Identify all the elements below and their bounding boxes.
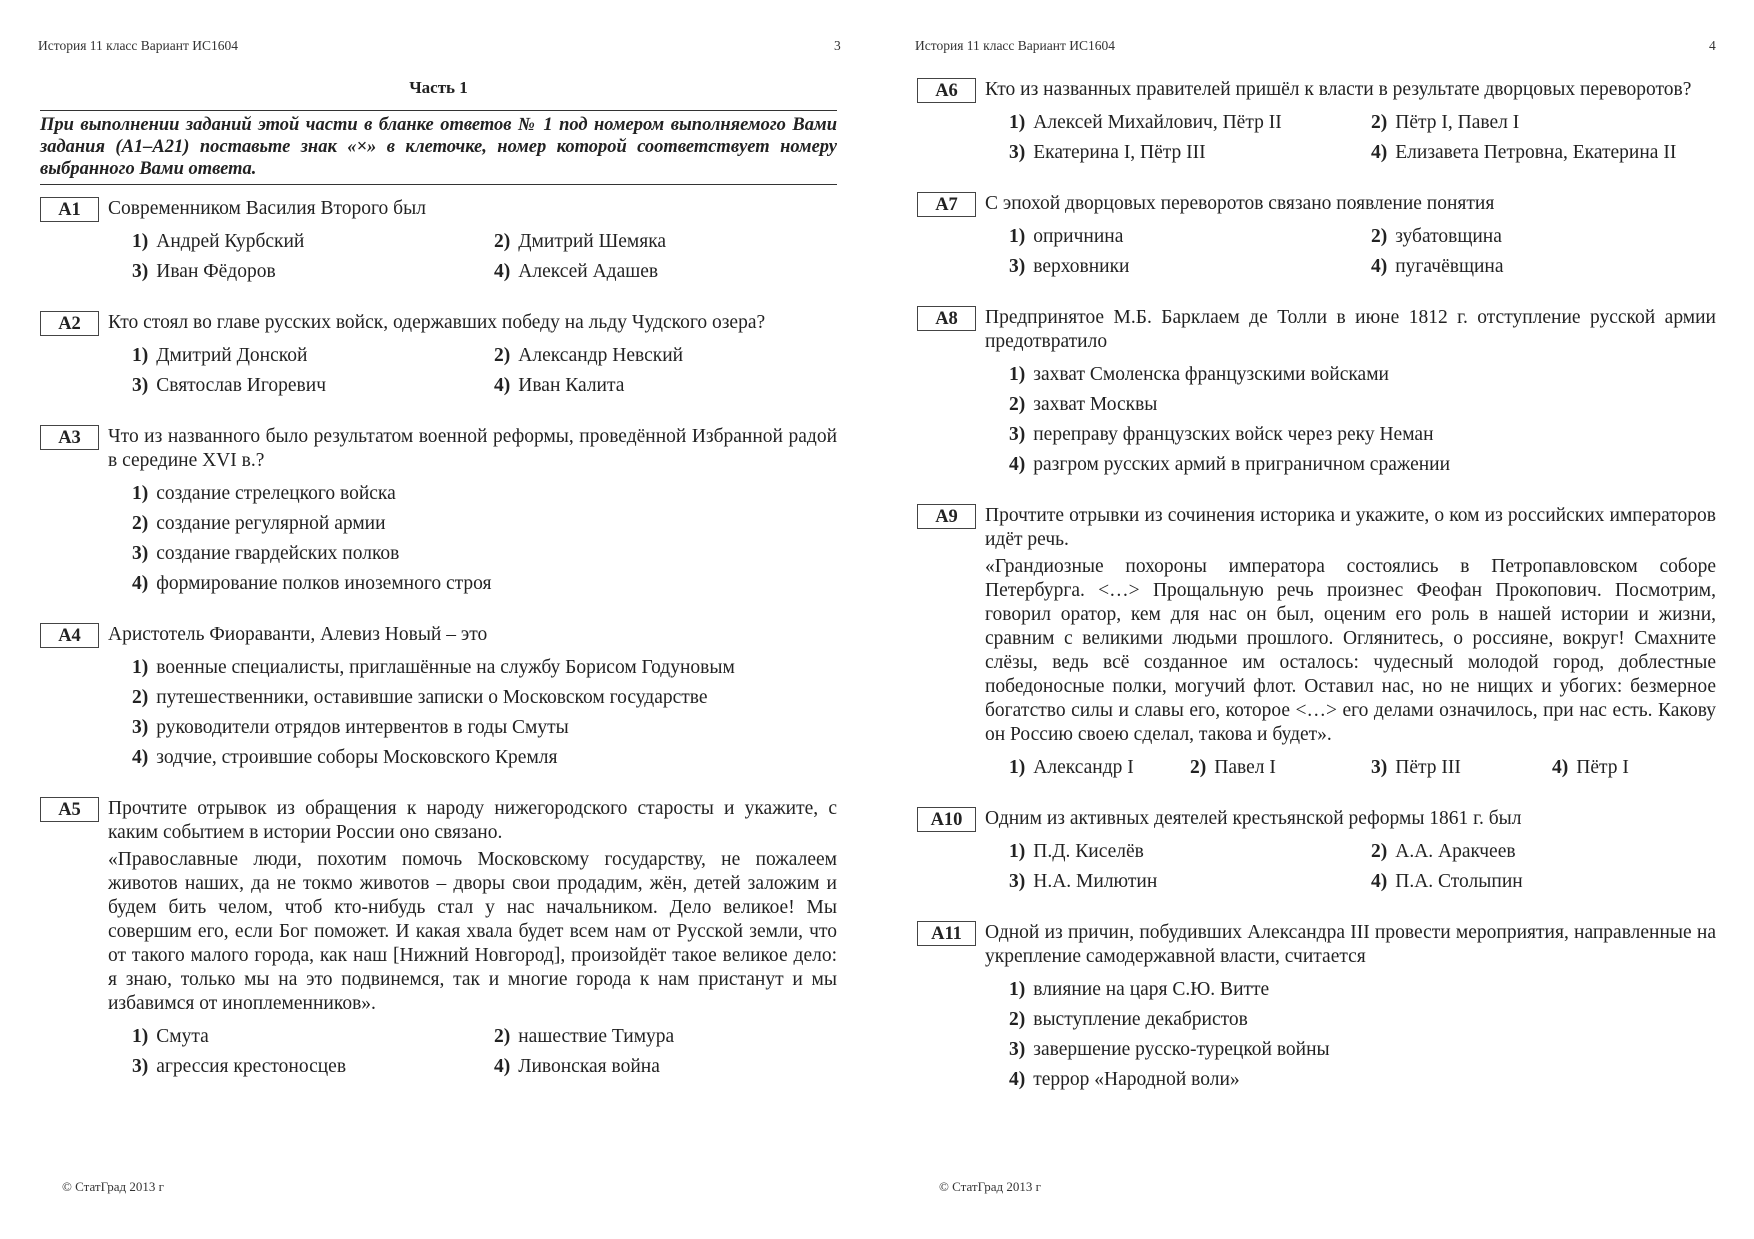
answer-option[interactable] xyxy=(132,743,837,773)
option-text: создание стрелецкого войска xyxy=(156,483,396,504)
option-number: 3) xyxy=(1371,757,1388,778)
option-text: агрессия крестоносцев xyxy=(156,1056,347,1077)
answer-option[interactable] xyxy=(132,1022,494,1052)
answer-option[interactable] xyxy=(1009,252,1371,282)
option-text: нашествие Тимура xyxy=(518,1026,675,1047)
answer-option[interactable] xyxy=(1009,1005,1716,1035)
option-number: 2) xyxy=(1009,1009,1026,1030)
option-number: 1) xyxy=(132,1026,149,1047)
option-number: 2) xyxy=(132,687,149,708)
answer-option[interactable] xyxy=(132,683,837,713)
option-text: Екатерина I, Пётр III xyxy=(1033,142,1206,163)
answer-option[interactable] xyxy=(132,227,494,257)
option-number: 2) xyxy=(494,231,511,252)
answer-options xyxy=(1009,975,1716,1095)
question-text: Современником Василия Второго был xyxy=(108,198,426,219)
answer-options xyxy=(132,227,837,287)
question-number: А1 xyxy=(40,197,99,222)
answer-options xyxy=(132,1022,837,1082)
option-number: 3) xyxy=(1009,424,1026,445)
question-number: А4 xyxy=(40,623,99,648)
option-number: 4) xyxy=(132,573,149,594)
option-number: 3) xyxy=(132,1056,149,1077)
answer-option[interactable] xyxy=(132,257,494,287)
question-text: С эпохой дворцовых переворотов связано появление понятия xyxy=(985,193,1495,214)
option-number: 3) xyxy=(132,543,149,564)
part-title: Часть 1 xyxy=(409,78,468,97)
option-number: 4) xyxy=(494,1056,511,1077)
question-a9 xyxy=(917,504,1716,783)
answer-option[interactable] xyxy=(132,713,837,743)
option-number: 2) xyxy=(1371,112,1388,133)
answer-options xyxy=(1009,360,1716,480)
answer-option[interactable] xyxy=(132,1052,494,1082)
page-header: История 11 класс Вариант ИС1604 xyxy=(915,38,1116,53)
answer-option[interactable] xyxy=(1009,837,1371,867)
answer-option[interactable] xyxy=(132,539,837,569)
question-number: А10 xyxy=(917,807,976,832)
option-text: Александр I xyxy=(1033,757,1134,778)
option-number: 1) xyxy=(1009,226,1026,247)
answer-option[interactable] xyxy=(494,227,837,257)
question-a6 xyxy=(917,78,1716,168)
answer-option[interactable] xyxy=(494,341,837,371)
option-text: П.А. Столыпин xyxy=(1395,871,1523,892)
option-text: верховники xyxy=(1033,256,1130,277)
answer-option[interactable] xyxy=(1371,867,1716,897)
option-number: 4) xyxy=(494,261,511,282)
option-text: создание регулярной армии xyxy=(156,513,386,534)
option-text: Дмитрий Донской xyxy=(156,345,308,366)
answer-options xyxy=(132,479,837,599)
page-4 xyxy=(877,0,1754,1239)
answer-option[interactable] xyxy=(1009,138,1371,168)
option-text: опричнина xyxy=(1033,226,1124,247)
answer-option[interactable] xyxy=(132,653,837,683)
answer-option[interactable] xyxy=(1371,108,1716,138)
option-number: 4) xyxy=(1009,1069,1026,1090)
option-text: зодчие, строившие соборы Московского Кремля xyxy=(156,747,558,768)
option-text: Пётр III xyxy=(1395,757,1461,778)
option-number: 1) xyxy=(132,345,149,366)
answer-option[interactable] xyxy=(494,1022,837,1052)
answer-option[interactable] xyxy=(132,569,837,599)
source-quote: «Православные люди, похотим помочь Московскому государству, не пожалеем животов наших, да не токмо животов – дворы свои продадим, жён, детей заложим и будем бить челом, чтоб кто-нибудь стал у нас начальником. Дело великое! Мы совершим его, если Бог поможет. И какая хвала будет всем нам от Русской земли, что от такого малого города, как наш [Нижний Новгород], произойдёт такое великое дело: я знаю, только мы на это подвинемся, так и многие города к нам пристанут и мы избавимся от иноплеменников». xyxy=(108,849,837,1014)
option-text: Дмитрий Шемяка xyxy=(518,231,667,252)
source-quote: «Грандиозные похороны императора состоялись в Петропавловском соборе Петербурга. <…> Прощальную речь произнес Феофан Прокопович. Посмотрим, говорил оратор, кем для нас он был, оценим его роль в нашей истории и жизни, сравним с великими людьми прошлого. Оглянитесь, о россияне, вокруг! Смахните слёзы, ведь всё созданное им осталось: чудесный молодой город, доблестные победоносные полки, могучий флот. Оставил нас, но не нищих и убогих: безмерное богатство силы и славы его, которое <…> его делами означилось, при нас есть. Какову он Россию своею сделал, такова и будет». xyxy=(985,556,1716,745)
answer-option[interactable] xyxy=(132,341,494,371)
option-number: 4) xyxy=(1371,871,1388,892)
question-number: А5 xyxy=(40,797,99,822)
question-a4 xyxy=(40,623,837,773)
page-number: 4 xyxy=(1709,38,1716,53)
option-text: путешественники, оставившие записки о Московском государстве xyxy=(156,687,708,708)
option-text: пугачёвщина xyxy=(1395,256,1504,277)
option-number: 3) xyxy=(132,717,149,738)
question-number: А3 xyxy=(40,425,99,450)
option-text: Елизавета Петровна, Екатерина II xyxy=(1395,142,1677,163)
answer-option[interactable] xyxy=(1190,753,1371,783)
option-number: 1) xyxy=(132,483,149,504)
answer-option[interactable] xyxy=(1009,390,1716,420)
option-number: 1) xyxy=(1009,841,1026,862)
option-number: 4) xyxy=(1371,142,1388,163)
option-text: Святослав Игоревич xyxy=(156,375,326,396)
option-number: 4) xyxy=(494,375,511,396)
question-text: Прочтите отрывки из сочинения историка и укажите, о ком из российских императоров идёт речь. xyxy=(985,505,1716,550)
answer-options xyxy=(1009,753,1716,783)
option-number: 3) xyxy=(1009,142,1026,163)
option-number: 3) xyxy=(1009,871,1026,892)
question-a11 xyxy=(917,921,1716,1095)
question-number: А9 xyxy=(917,504,976,529)
option-text: создание гвардейских полков xyxy=(156,543,400,564)
option-text: Иван Фёдоров xyxy=(156,261,276,282)
question-text: Предпринятое М.Б. Барклаем де Толли в июне 1812 г. отступление русской армии предотвратило xyxy=(985,307,1716,352)
question-a8 xyxy=(917,306,1716,480)
answer-option[interactable] xyxy=(132,371,494,401)
question-a10 xyxy=(917,807,1716,897)
question-text: Одним из активных деятелей крестьянской реформы 1861 г. был xyxy=(985,808,1522,829)
answer-option[interactable] xyxy=(1009,1065,1716,1095)
answer-option[interactable] xyxy=(1009,222,1371,252)
option-number: 1) xyxy=(1009,757,1026,778)
answer-option[interactable] xyxy=(1552,753,1716,783)
answer-options xyxy=(1009,222,1716,282)
answer-option[interactable] xyxy=(1371,837,1716,867)
answer-option[interactable] xyxy=(1009,420,1716,450)
option-number: 2) xyxy=(132,513,149,534)
option-text: руководители отрядов интервентов в годы Смуты xyxy=(156,717,569,738)
option-number: 1) xyxy=(132,657,149,678)
option-text: формирование полков иноземного строя xyxy=(156,573,492,594)
option-text: завершение русско-турецкой войны xyxy=(1033,1039,1330,1060)
option-text: Ливонская война xyxy=(518,1056,660,1077)
option-number: 1) xyxy=(1009,364,1026,385)
question-a5 xyxy=(40,797,837,1082)
question-text: Прочтите отрывок из обращения к народу нижегородского старосты и укажите, с каким событием в истории России оно связано. xyxy=(108,798,837,843)
question-number: А7 xyxy=(917,192,976,217)
answer-option[interactable] xyxy=(1371,138,1716,168)
question-number: А8 xyxy=(917,306,976,331)
option-text: Пётр I xyxy=(1576,757,1629,778)
option-text: захват Москвы xyxy=(1033,394,1158,415)
option-number: 2) xyxy=(1371,841,1388,862)
page-footer: © СтатГрад 2013 г xyxy=(939,1179,1041,1194)
answer-option[interactable] xyxy=(132,479,837,509)
question-text: Аристотель Фиораванти, Алевиз Новый – это xyxy=(108,624,488,645)
question-text: Кто из названных правителей пришёл к власти в результате дворцовых переворотов? xyxy=(985,79,1692,100)
option-text: П.Д. Киселёв xyxy=(1033,841,1144,862)
option-text: Смута xyxy=(156,1026,209,1047)
option-text: Пётр I, Павел I xyxy=(1395,112,1520,133)
question-text: Что из названного было результатом военной реформы, проведённой Избранной радой в середине XVI в.? xyxy=(108,426,837,471)
answer-options xyxy=(132,341,837,401)
option-number: 2) xyxy=(494,345,511,366)
question-a2 xyxy=(40,311,837,401)
option-text: террор «Народной воли» xyxy=(1033,1069,1240,1090)
option-text: военные специалисты, приглашённые на службу Борисом Годуновым xyxy=(156,657,735,678)
question-number: А6 xyxy=(917,78,976,103)
option-text: Н.А. Милютин xyxy=(1033,871,1158,892)
option-number: 3) xyxy=(1009,256,1026,277)
answer-option[interactable] xyxy=(494,371,837,401)
option-text: Андрей Курбский xyxy=(156,231,305,252)
option-number: 2) xyxy=(494,1026,511,1047)
page-footer: © СтатГрад 2013 г xyxy=(62,1179,164,1194)
question-a1 xyxy=(40,197,837,287)
option-text: зубатовщина xyxy=(1395,226,1502,247)
page-content xyxy=(40,78,837,1106)
option-number: 4) xyxy=(1371,256,1388,277)
option-number: 4) xyxy=(1009,454,1026,475)
option-text: переправу французских войск через реку Неман xyxy=(1033,424,1434,445)
option-text: Иван Калита xyxy=(518,375,625,396)
option-text: разгром русских армий в приграничном сражении xyxy=(1033,454,1451,475)
answer-option[interactable] xyxy=(1371,252,1716,282)
answer-option[interactable] xyxy=(132,509,837,539)
option-text: выступление декабристов xyxy=(1033,1009,1248,1030)
page-content xyxy=(917,78,1716,1119)
answer-option[interactable] xyxy=(1009,975,1716,1005)
option-number: 3) xyxy=(132,261,149,282)
option-number: 4) xyxy=(132,747,149,768)
option-text: Алексей Адашев xyxy=(518,261,659,282)
answer-option[interactable] xyxy=(1371,753,1552,783)
page-header: История 11 класс Вариант ИС1604 xyxy=(38,38,239,53)
question-a7 xyxy=(917,192,1716,282)
answer-option[interactable] xyxy=(1009,867,1371,897)
option-text: Александр Невский xyxy=(518,345,684,366)
option-number: 3) xyxy=(132,375,149,396)
instruction-text: При выполнении заданий этой части в бланке ответов № 1 под номером выполняемого Вами задания (А1–А21) поставьте знак «×» в клеточке, номер которой соответствует номеру выбранного Вами ответа. xyxy=(40,110,837,185)
answer-option[interactable] xyxy=(1009,450,1716,480)
answer-option[interactable] xyxy=(1009,753,1190,783)
question-text: Кто стоял во главе русских войск, одержавших победу на льду Чудского озера? xyxy=(108,312,766,333)
answer-option[interactable] xyxy=(1371,222,1716,252)
page-number: 3 xyxy=(834,38,841,53)
option-number: 1) xyxy=(1009,979,1026,1000)
answer-options xyxy=(1009,108,1716,168)
answer-options xyxy=(1009,837,1716,897)
option-number: 3) xyxy=(1009,1039,1026,1060)
question-a3 xyxy=(40,425,837,599)
answer-options xyxy=(132,653,837,773)
option-number: 1) xyxy=(132,231,149,252)
option-number: 2) xyxy=(1371,226,1388,247)
answer-option[interactable] xyxy=(494,1052,837,1082)
option-number: 2) xyxy=(1190,757,1207,778)
answer-option[interactable] xyxy=(494,257,837,287)
option-number: 4) xyxy=(1552,757,1569,778)
answer-option[interactable] xyxy=(1009,108,1371,138)
question-number: А11 xyxy=(917,921,976,946)
question-text: Одной из причин, побудивших Александра III провести мероприятия, направленные на укрепление самодержавной власти, считается xyxy=(985,922,1716,967)
answer-option[interactable] xyxy=(1009,360,1716,390)
option-number: 2) xyxy=(1009,394,1026,415)
option-number: 1) xyxy=(1009,112,1026,133)
option-text: А.А. Аракчеев xyxy=(1395,841,1516,862)
option-text: влияние на царя С.Ю. Витте xyxy=(1033,979,1270,1000)
option-text: захват Смоленска французскими войсками xyxy=(1033,364,1389,385)
option-text: Павел I xyxy=(1214,757,1276,778)
option-text: Алексей Михайлович, Пётр II xyxy=(1033,112,1282,133)
question-number: А2 xyxy=(40,311,99,336)
answer-option[interactable] xyxy=(1009,1035,1716,1065)
